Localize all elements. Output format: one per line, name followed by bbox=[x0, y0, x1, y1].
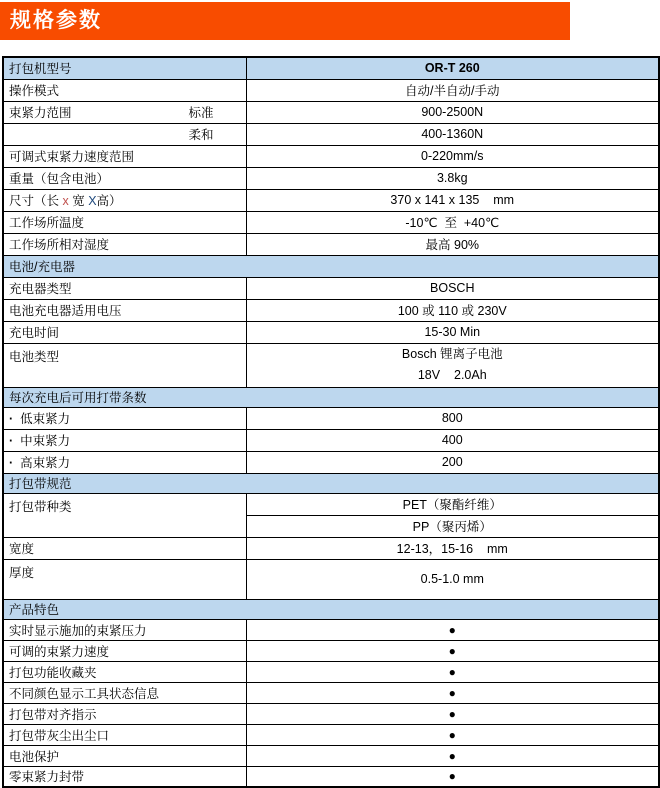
spec-label-part: X bbox=[88, 194, 97, 208]
section-header-row bbox=[3, 473, 659, 493]
spec-label-text: 电池保护 bbox=[9, 749, 60, 764]
spec-label-cell bbox=[3, 724, 246, 745]
spec-label-cell bbox=[3, 299, 246, 321]
spec-row bbox=[3, 451, 659, 473]
spec-label-text: 厚度 bbox=[9, 565, 35, 580]
spec-label bbox=[9, 621, 147, 639]
spec-label-text: 打包带种类 bbox=[9, 499, 72, 514]
spec-label-text: 高束紧力 bbox=[20, 456, 71, 470]
feature-row bbox=[3, 640, 659, 661]
feature-dot-cell: ● bbox=[246, 724, 659, 745]
spec-label-text: 零束紧力封带 bbox=[9, 770, 85, 785]
spec-label bbox=[9, 747, 59, 765]
spec-value-cell: 最高 90% bbox=[246, 233, 659, 255]
spec-label bbox=[9, 453, 70, 471]
spec-label-text: 打包带对齐指示 bbox=[9, 707, 97, 722]
spec-value-cell: 自动/半自动/手动 bbox=[246, 79, 659, 101]
bullet-icon: · bbox=[9, 434, 14, 448]
spec-value-cell: 200 bbox=[246, 451, 659, 473]
feature-row bbox=[3, 766, 659, 787]
spec-label bbox=[9, 147, 134, 165]
spec-value-cell: 400 bbox=[246, 429, 659, 451]
spec-label bbox=[9, 323, 59, 341]
page-title: 规格参数 bbox=[10, 9, 102, 32]
feature-dot-cell: ● bbox=[246, 640, 659, 661]
spec-label-cell bbox=[3, 277, 246, 299]
spec-row bbox=[3, 493, 659, 515]
spec-row bbox=[3, 211, 659, 233]
spec-value-cell: 0.5-1.0 mm bbox=[246, 559, 659, 599]
feature-row bbox=[3, 682, 659, 703]
spec-label bbox=[9, 279, 72, 297]
spec-label-text: 电池充电器适用电压 bbox=[9, 304, 122, 318]
spec-value-cell: 3.8kg bbox=[246, 167, 659, 189]
spec-value-cell: OR-T 260 bbox=[246, 57, 659, 79]
spec-row bbox=[3, 189, 659, 211]
spec-label bbox=[9, 213, 84, 231]
spec-label-cell bbox=[3, 407, 246, 429]
spec-value-cell: BOSCH bbox=[246, 277, 659, 299]
spec-label-text: 重量（包含电池） bbox=[9, 172, 110, 186]
spec-label bbox=[9, 301, 122, 319]
spec-label-cell bbox=[3, 79, 246, 101]
spec-value-cell: PP（聚丙烯） bbox=[246, 515, 659, 537]
feature-row bbox=[3, 745, 659, 766]
spec-value-cell: 800 bbox=[246, 407, 659, 429]
spec-row bbox=[3, 79, 659, 101]
spec-label bbox=[9, 705, 97, 723]
spec-value-cell bbox=[246, 343, 659, 387]
spec-sublabel: 标准 bbox=[188, 106, 214, 120]
spec-label-cell bbox=[3, 145, 246, 167]
spec-row bbox=[3, 57, 659, 79]
bullet-icon: · bbox=[9, 456, 14, 470]
feature-dot-cell: ● bbox=[246, 766, 659, 787]
spec-row bbox=[3, 429, 659, 451]
spec-label bbox=[9, 726, 109, 744]
spec-label bbox=[9, 409, 70, 427]
spec-label-cell bbox=[3, 189, 246, 211]
feature-dot-cell: ● bbox=[246, 745, 659, 766]
feature-row bbox=[3, 661, 659, 682]
spec-label-cell bbox=[3, 682, 246, 703]
section-header: 打包带规范 bbox=[3, 473, 659, 493]
spec-label-text: 可调式束紧力速度范围 bbox=[9, 150, 135, 164]
spec-row bbox=[3, 299, 659, 321]
spec-label-cell bbox=[3, 57, 246, 79]
feature-row bbox=[3, 724, 659, 745]
spec-label-part: 尺寸（长 bbox=[9, 194, 63, 208]
spec-label-text: 可调的束紧力速度 bbox=[9, 644, 110, 659]
spec-label-cell bbox=[3, 766, 246, 787]
spec-row bbox=[3, 145, 659, 167]
spec-row bbox=[3, 537, 659, 559]
spec-value-cell: 900-2500N bbox=[246, 101, 659, 123]
spec-row bbox=[3, 233, 659, 255]
spec-label-text: 低束紧力 bbox=[20, 412, 71, 426]
spec-table bbox=[2, 56, 660, 788]
spec-label bbox=[9, 497, 72, 515]
section-header: 产品特色 bbox=[3, 599, 659, 619]
spec-label-text: 打包带灰尘出尘口 bbox=[9, 728, 110, 743]
spec-value-line: Bosch 锂离子电池 bbox=[401, 347, 503, 361]
page-title-bar bbox=[0, 2, 570, 40]
spec-label-cell bbox=[3, 321, 246, 343]
spec-label-text: 打包机型号 bbox=[9, 62, 72, 77]
spec-label bbox=[9, 191, 122, 209]
spec-value-cell: PET（聚酯纤维） bbox=[246, 493, 659, 515]
section-header-row bbox=[3, 255, 659, 277]
spec-label-cell bbox=[3, 559, 246, 599]
spec-label-text: 不同颜色显示工具状态信息 bbox=[9, 686, 160, 701]
spec-label bbox=[9, 59, 72, 77]
spec-value-cell: 0-220mm/s bbox=[246, 145, 659, 167]
spec-label bbox=[9, 235, 109, 253]
spec-label bbox=[9, 81, 59, 99]
spec-label-text: 充电器类型 bbox=[9, 282, 72, 296]
section-header: 电池/充电器 bbox=[3, 255, 659, 277]
spec-row bbox=[3, 343, 659, 387]
feature-dot-cell: ● bbox=[246, 682, 659, 703]
spec-label bbox=[9, 169, 109, 187]
spec-label-text: 中束紧力 bbox=[20, 434, 71, 448]
feature-row bbox=[3, 703, 659, 724]
spec-row bbox=[3, 167, 659, 189]
spec-label-cell bbox=[3, 211, 246, 233]
spec-row bbox=[3, 559, 659, 599]
spec-label bbox=[9, 767, 84, 785]
spec-label-text: 工作场所相对湿度 bbox=[9, 238, 110, 252]
spec-sublabel: 柔和 bbox=[188, 128, 214, 142]
spec-label bbox=[9, 431, 70, 449]
spec-row bbox=[3, 101, 659, 123]
spec-value-cell: -10℃ 至 +40℃ bbox=[246, 211, 659, 233]
spec-label-part: x bbox=[62, 194, 69, 208]
spec-value-line: 18V 2.0Ah bbox=[417, 368, 487, 382]
spec-label bbox=[9, 539, 34, 557]
spec-label-text: 操作模式 bbox=[9, 84, 60, 98]
spec-label-part: 宽 bbox=[68, 194, 89, 208]
spec-label-cell bbox=[3, 745, 246, 766]
feature-dot-cell: ● bbox=[246, 703, 659, 724]
spec-label-text: 束紧力范围 bbox=[9, 106, 72, 120]
spec-label-cell bbox=[3, 640, 246, 661]
spec-value-cell: 15-30 Min bbox=[246, 321, 659, 343]
spec-value-cell: 400-1360N bbox=[246, 123, 659, 145]
spec-label-text: 充电时间 bbox=[9, 326, 60, 340]
spec-label-text: 工作场所温度 bbox=[9, 216, 85, 230]
spec-label bbox=[9, 642, 109, 660]
spec-label-text: 宽度 bbox=[9, 542, 35, 556]
spec-label-cell bbox=[3, 537, 246, 559]
spec-label-cell bbox=[3, 619, 246, 640]
spec-label-text: 实时显示施加的束紧压力 bbox=[9, 623, 147, 638]
spec-value-cell: 370 x 141 x 135 mm bbox=[246, 189, 659, 211]
spec-label-text: 电池类型 bbox=[9, 349, 60, 364]
spec-label bbox=[9, 563, 34, 581]
spec-value-cell: 100 或 110 或 230V bbox=[246, 299, 659, 321]
section-header: 每次充电后可用打带条数 bbox=[3, 387, 659, 407]
spec-row bbox=[3, 277, 659, 299]
spec-label-text: 打包功能收藏夹 bbox=[9, 665, 97, 680]
spec-label bbox=[9, 103, 72, 121]
spec-row bbox=[3, 407, 659, 429]
bullet-icon: · bbox=[9, 412, 14, 426]
feature-dot-cell: ● bbox=[246, 661, 659, 682]
spec-label-cell bbox=[3, 493, 246, 537]
section-header-row bbox=[3, 387, 659, 407]
spec-value-cell: 12-13，15-16 mm bbox=[246, 537, 659, 559]
spec-label-cell bbox=[3, 703, 246, 724]
spec-row bbox=[3, 321, 659, 343]
spec-label-cell bbox=[3, 233, 246, 255]
spec-row bbox=[3, 123, 659, 145]
spec-label bbox=[9, 663, 97, 681]
feature-row bbox=[3, 619, 659, 640]
spec-label bbox=[9, 347, 59, 365]
section-header-row bbox=[3, 599, 659, 619]
spec-label-cell bbox=[3, 343, 246, 387]
spec-label-cell bbox=[3, 451, 246, 473]
spec-label-cell bbox=[3, 167, 246, 189]
spec-label-cell bbox=[3, 661, 246, 682]
feature-dot-cell: ● bbox=[246, 619, 659, 640]
spec-label-cell bbox=[3, 101, 246, 123]
spec-label-cell bbox=[3, 123, 246, 145]
spec-label-cell bbox=[3, 429, 246, 451]
spec-label-part: 高） bbox=[96, 194, 122, 208]
spec-label bbox=[9, 684, 159, 702]
